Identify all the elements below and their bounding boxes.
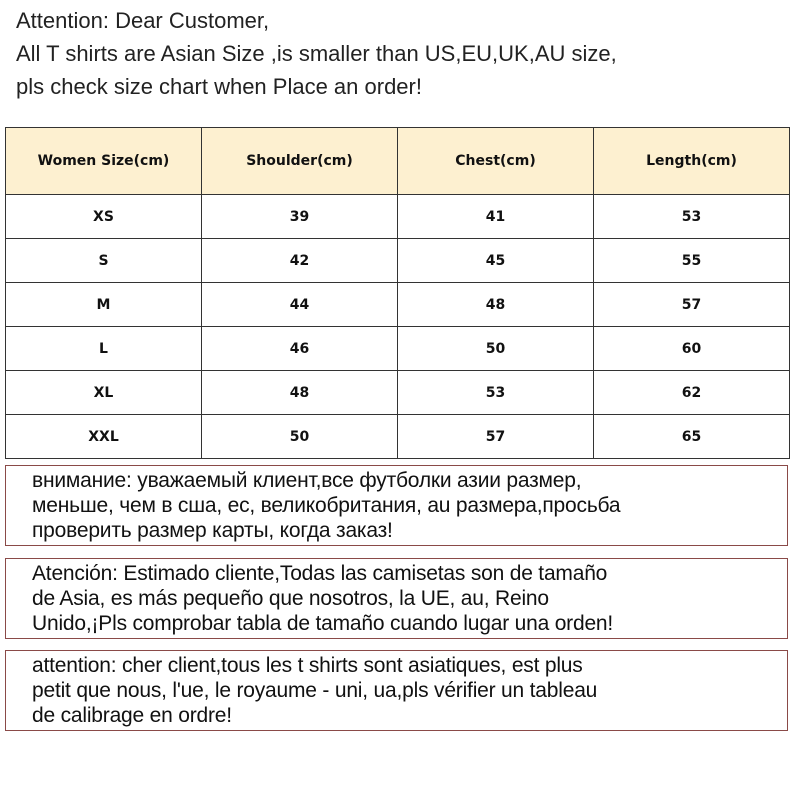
table-cell: 48 [398, 283, 594, 327]
table-cell: 57 [594, 283, 790, 327]
header-cell: Chest(cm) [398, 128, 594, 195]
header-cell: Shoulder(cm) [202, 128, 398, 195]
intro-line: All T shirts are Asian Size ,is smaller than US,EU,UK,AU size, [16, 41, 617, 66]
note-line: меньше, чем в сша, ес, великобритания, au размера,просьба [32, 494, 621, 517]
note-line: Atención: Estimado cliente,Todas las camisetas son de tamaño [32, 562, 608, 585]
note-line: attention: cher client,tous les t shirts sont asiatiques, est plus [32, 654, 583, 677]
table-cell: M [6, 283, 202, 327]
intro-line: pls check size chart when Place an order! [16, 74, 422, 99]
table-cell: 46 [202, 327, 398, 371]
note-line: de calibrage en ordre! [32, 704, 232, 727]
table-cell: XS [6, 195, 202, 239]
table-row [6, 283, 790, 327]
note-spanish [5, 558, 788, 639]
table-row [6, 195, 790, 239]
table-cell: 41 [398, 195, 594, 239]
table-cell: 57 [398, 415, 594, 459]
intro-text [16, 4, 617, 103]
note-line: Unido,¡Pls comprobar tabla de tamaño cuando lugar una orden! [32, 612, 614, 635]
table-cell: 44 [202, 283, 398, 327]
table-row [6, 371, 790, 415]
note-russian [5, 465, 788, 546]
table-row [6, 327, 790, 371]
table-cell: 42 [202, 239, 398, 283]
header-cell: Women Size(cm) [6, 128, 202, 195]
table-cell: 45 [398, 239, 594, 283]
table-cell: 60 [594, 327, 790, 371]
table-cell: 39 [202, 195, 398, 239]
note-french [5, 650, 788, 731]
table-cell: L [6, 327, 202, 371]
table-cell: 65 [594, 415, 790, 459]
table-cell: 55 [594, 239, 790, 283]
table-cell: 53 [594, 195, 790, 239]
header-cell: Length(cm) [594, 128, 790, 195]
table-cell: 53 [398, 371, 594, 415]
table-cell: 50 [202, 415, 398, 459]
size-chart-table [5, 127, 790, 459]
note-line: внимание: уважаемый клиент,все футболки азии размер, [32, 469, 582, 492]
table-cell: XXL [6, 415, 202, 459]
table-cell: 48 [202, 371, 398, 415]
table-header-row [6, 128, 790, 195]
note-line: de Asia, es más pequeño que nosotros, la UE, au, Reino [32, 587, 549, 610]
note-line: проверить размер карты, когда заказ! [32, 519, 393, 542]
table-cell: S [6, 239, 202, 283]
note-line: petit que nous, l'ue, le royaume - uni, ua,pls vérifier un tableau [32, 679, 598, 702]
table-cell: XL [6, 371, 202, 415]
intro-line: Attention: Dear Customer, [16, 8, 270, 33]
table-cell: 62 [594, 371, 790, 415]
table-row [6, 239, 790, 283]
table-row [6, 415, 790, 459]
table-cell: 50 [398, 327, 594, 371]
